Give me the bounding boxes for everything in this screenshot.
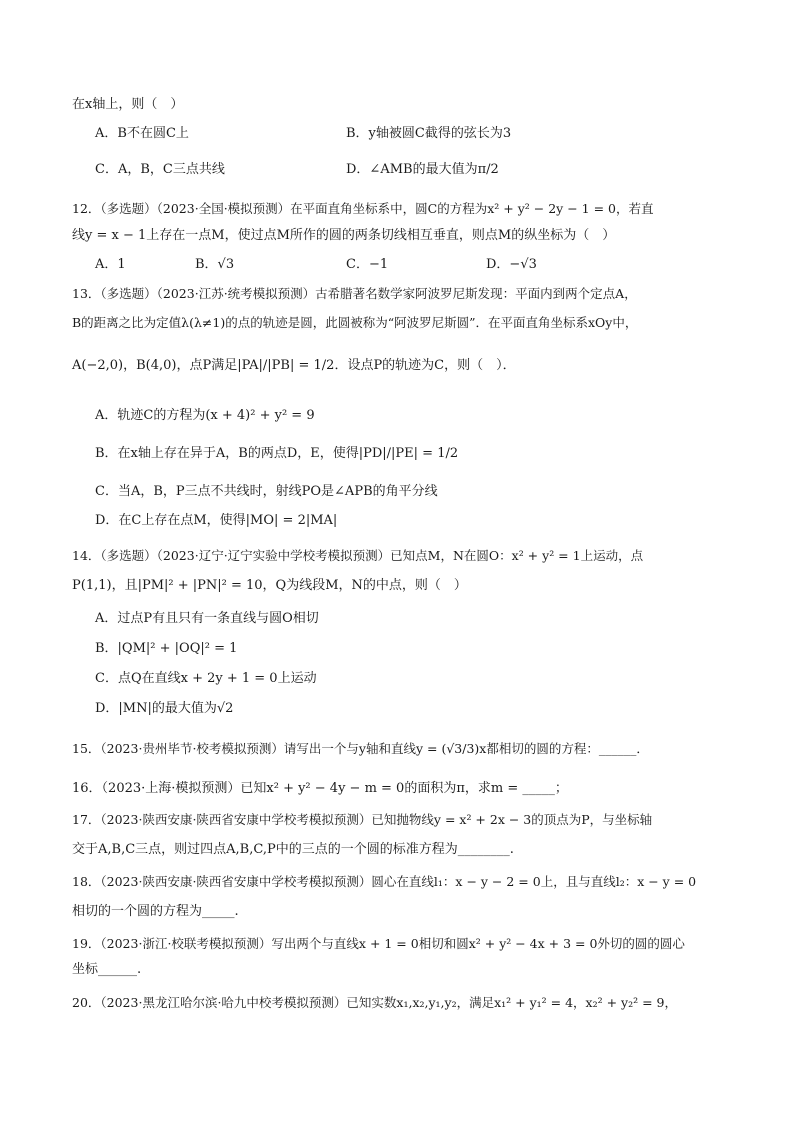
q13-stem-line1: 13．（多选题）（2023·江苏·统考模拟预测）古希腊著名数学家阿波罗尼斯发现：平面内到两个定点A， (72, 286, 637, 301)
q12-option-d: D．−√3 (486, 257, 537, 272)
q14-option-a: A．过点P有且只有一条直线与圆O相切 (95, 611, 319, 626)
q16-stem: 16．（2023·上海·模拟预测）已知x² + y² − 4y − m = 0的面积为π，求m = _____； (72, 781, 568, 796)
q14-option-c: C．点Q在直线x + 2y + 1 = 0上运动 (95, 671, 317, 686)
q11-option-a: A．B不在圆C上 (95, 126, 189, 141)
q14-option-d: D．|MN|的最大值为√2 (95, 701, 234, 716)
q13-option-a: A．轨迹C的方程为(x + 4)² + y² = 9 (95, 408, 315, 423)
q19-stem-line2: 坐标______. (72, 962, 142, 977)
q17-stem-line1: 17．（2023·陕西安康·陕西省安康中学校考模拟预测）已知抛物线y = x² + 2x − 3的顶点为P，与坐标轴 (72, 812, 653, 827)
q11-option-d: D．∠AMB的最大值为π/2 (346, 162, 499, 177)
q14-stem-line2: P(1,1)，且|PM|² + |PN|² = 10，Q为线段M，N的中点，则（ ） (72, 578, 467, 593)
q18-stem-line1: 18．（2023·陕西安康·陕西省安康中学校考模拟预测）圆心在直线l₁：x − y − 2 = 0上，且与直线l₂：x − y = 0 (72, 874, 697, 889)
q17-stem-line2: 交于A,B,C三点，则过四点A,B,C,P中的三点的一个圆的标准方程为________. (72, 842, 514, 857)
q12-stem-line1: 12．（多选题）（2023·全国·模拟预测）在平面直角坐标系中，圆C的方程为x² + y² − 2y − 1 = 0，若直 (72, 201, 654, 216)
q12-option-b: B．√3 (195, 257, 235, 272)
q14-stem-line1: 14．（多选题）（2023·辽宁·辽宁实验中学校考模拟预测）已知点M，N在圆O：x² + y² = 1上运动，点 (72, 548, 644, 563)
q13-option-d: D．在C上存在点M，使得|MO| = 2|MA| (95, 513, 338, 528)
q11-option-b: B．y轴被圆C截得的弦长为3 (346, 126, 512, 141)
q12-option-c: C．−1 (346, 257, 389, 272)
q19-stem-line1: 19．（2023·浙江·校联考模拟预测）写出两个与直线x + 1 = 0相切和圆x² + y² − 4x + 3 = 0外切的圆的圆心 (72, 936, 685, 951)
q13-stem-line3: A(−2,0)，B(4,0)，点P满足|PA|/|PB| = 1/2．设点P的轨迹为C，则（ ）． (72, 358, 516, 373)
q13-stem-line2: B的距离之比为定值λ(λ≠1)的点的轨迹是圆，此圆被称为“阿波罗尼斯圆”．在平面直角坐标系xOy中， (72, 315, 638, 330)
q13-option-c: C．当A，B，P三点不共线时，射线PO是∠APB的角平分线 (95, 484, 438, 499)
q11-option-c: C．A，B，C三点共线 (95, 162, 225, 177)
q18-stem-line2: 相切的一个圆的方程为_____. (72, 904, 239, 919)
q13-option-b: B．在x轴上存在异于A，B的两点D，E，使得|PD|/|PE| = 1/2 (95, 446, 459, 461)
q12-stem-line2: 线y = x − 1上存在一点M，使过点M所作的圆的两条切线相互垂直，则点M的纵坐标为（ ） (72, 228, 616, 243)
q11-stem-continuation: 在x轴上，则（ ） (72, 97, 184, 112)
q12-option-a: A．1 (95, 257, 126, 272)
q14-option-b: B．|QM|² + |OQ|² = 1 (95, 641, 238, 656)
q20-stem-line1: 20．（2023·黑龙江哈尔滨·哈九中校考模拟预测）已知实数x₁,x₂,y₁,y₂，满足x₁² + y₁² = 4，x₂² + y₂² = 9， (72, 995, 677, 1010)
q15-stem: 15．（2023·贵州毕节·校考模拟预测）请写出一个与y轴和直线y = (√3/3)x都相切的圆的方程：______． (72, 741, 649, 756)
